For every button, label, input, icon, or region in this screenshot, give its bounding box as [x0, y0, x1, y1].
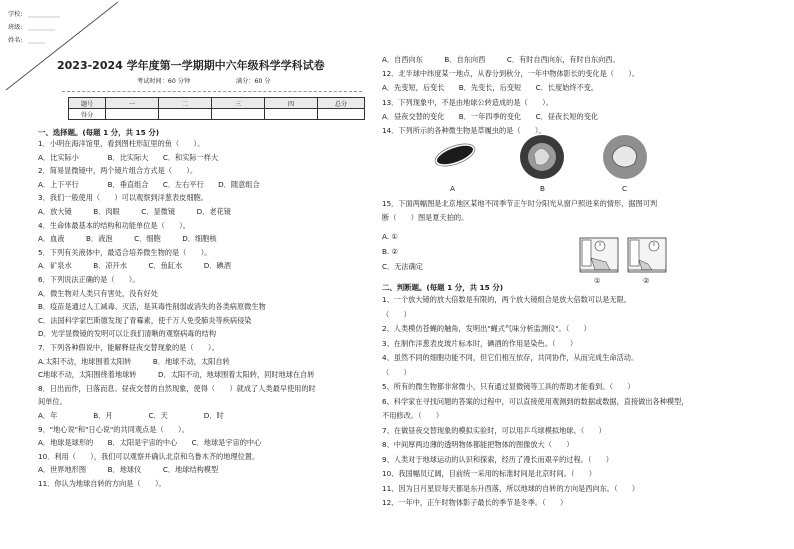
question-line: A. ① — [382, 232, 398, 241]
question-line: A．自西向东 B．自东向西 C．有时自西向东，有时自东向西。 — [382, 55, 620, 64]
microorganism-b-image — [519, 134, 565, 180]
score-cell[interactable] — [265, 109, 318, 120]
full-score: 满分：60 分 — [236, 78, 271, 85]
score-cell[interactable] — [212, 109, 265, 120]
question-line: A．微生物对人类只有害处，没有好处 — [38, 288, 158, 298]
question-line: 5．下列有关液体中，最适合培养微生物的是（ ）。 — [38, 247, 212, 257]
question-line: C．法国科学家巴斯德发现了青霉素，使千万人免受肺炎等疾病侵染 — [38, 315, 252, 325]
question-line: 5、所有的微生物都非常微小，只有通过显微镜等工具的帮助才能看到。（ ） — [382, 382, 635, 391]
question-line: 8、中间厚两边薄的透明物体都能把物体的图像放大（ ） — [382, 440, 574, 449]
question-line: 10．利用（ ），我们可以观察并确认北京和乌鲁木齐的地理位置。 — [38, 451, 260, 461]
question-line: A．上下平行 B．垂直组合 C．左右平行 D．随意组合 — [38, 179, 260, 189]
question-line: A．先变短，后变长 B．先变长，后变短 C．长度始终不变。 — [382, 83, 599, 93]
page-title: 2023-2024 学年度第一学期期中六年级科学学科试卷 — [57, 59, 325, 72]
question-line: 8．日出而作，日落而息。昼夜交替的自然现象，使得（ ）就成了人类最早使用的时 — [38, 383, 316, 393]
question-line: （ ） — [382, 309, 411, 319]
question-line: A．放大镜 B．肉眼 C．显微镜 D．老花镜 — [38, 207, 231, 216]
question-line: 9、人类对于地球运动的认识和探索，经历了漫长而艰辛的过程。（ ） — [382, 454, 613, 464]
question-line: A．比实际小 B．比实际大 C．和实际一样大 — [38, 152, 219, 162]
section1-heading: 一、选择题。(每题 1 分，共 15 分) — [38, 128, 160, 137]
question-line: （ ） — [382, 367, 411, 377]
question-line: 12．北半球中纬度某一地点，从春分到秋分，一年中物体影长的变化是（ ）。 — [382, 69, 640, 79]
question-line: A．年 B．月 C．天 D．时 — [38, 411, 224, 420]
question-line: A．世界地形图 B．地球仪 C．地球结构模型 — [38, 465, 219, 475]
micro-label-c: C — [622, 184, 628, 193]
score-header: 二 — [159, 98, 212, 109]
question-line: 3．我们一般使用（ ）可以观察到洋葱表皮细胞。 — [38, 193, 208, 203]
question-line: 10、我国幅员辽阔，目前统一采用的标准时间是北京时间。（ ） — [382, 469, 596, 478]
section2-heading: 二、判断题。(每题 1 分，共 15 分) — [382, 283, 504, 292]
micro-label-a: A — [450, 184, 455, 193]
score-cell[interactable] — [159, 109, 212, 120]
score-header: 三 — [212, 98, 265, 109]
score-table — [68, 97, 365, 120]
exam-time: 考试时间：60 分钟 — [137, 78, 191, 85]
question-line: 1．小明在海洋馆里，看到图柱形缸里的鱼（ ）。 — [38, 139, 205, 148]
micro-label-b: B — [540, 184, 545, 193]
score-header: 总分 — [318, 98, 365, 109]
question-line: D．光学显微镜的发明可以让我们清晰的观察病毒的结构 — [38, 329, 217, 339]
question-line: 间单位。 — [38, 397, 67, 407]
question-line: 不用修改。（ ） — [382, 411, 444, 420]
binding-line — [0, 0, 120, 100]
question-line: 2．简易显微镜中，两个镜片组合方式是（ ）。 — [38, 166, 198, 176]
question-line: 15．下面两幅图是北京地区某地不同季节正午时分阳光从窗户照进来的情形，据图可判 — [382, 199, 658, 208]
window-label-1: ① — [594, 276, 601, 285]
question-line: A．矿泉水 B．凉开水 C．鱼缸水 D．碘酒 — [38, 261, 231, 271]
question-line: A．地球是球形的 B．太阳是宇宙的中心 C．地球是宇宙的中心 — [38, 438, 262, 448]
question-line: 11、因为日月星辰每天都是东升西落，所以地球的自转的方向是西向东。（ ） — [382, 483, 640, 493]
score-header: 四 — [265, 98, 318, 109]
question-line: A．昼夜交替的变化 B．一年四季的变化 C．昼夜长短的变化 — [382, 111, 599, 121]
question-line: 6、科学家在寻找问题的答案的过程中，可以直接使用观测到的数据或数据，直接做出各种模型， — [382, 396, 689, 406]
window-label-2: ② — [643, 276, 650, 285]
school-label: 学校: — [8, 11, 23, 18]
question-line: A.太阳不动，地球围着太阳转 B．地球不动，太阳自转 — [38, 356, 230, 366]
microorganism-c-image — [602, 134, 648, 180]
window-diagrams — [578, 236, 670, 284]
score-cell[interactable] — [106, 109, 159, 120]
question-line: 7、在做昼夜交替现象的模拟实验时，可以用乒乓球模拟地球。（ ） — [382, 425, 606, 435]
microorganism-a-image — [430, 136, 480, 176]
name-label: 姓名: — [8, 37, 23, 44]
question-line: 7．下列各种假说中，能解释昼夜交替现象的是（ ）。 — [38, 343, 219, 352]
score-cell[interactable] — [318, 109, 365, 120]
window-diagram-2 — [628, 238, 666, 272]
question-line: B．疫苗是通过人工减毒、灭活，是其毒性削弱或消失的各类病原微生物 — [38, 302, 266, 312]
question-line: C．无法确定 — [382, 261, 423, 271]
question-line: C地球不动，太阳围绕着地球转 D．太阳不动，地球围着太阳转，同时地球在自转 — [38, 370, 315, 380]
score-row-label: 得分 — [69, 109, 106, 120]
question-line: 6．下列说法正确的是（ ）。 — [38, 275, 140, 284]
question-line: 断（ ）图是夏天拍的。 — [382, 213, 469, 223]
question-line: A．血液 B．液泡 C．细胞 D．细胞核 — [38, 234, 217, 244]
question-line: 1、一个放大镜的放大倍数是有限的，两个放大镜组合是放大倍数可以是无限。 — [382, 295, 631, 304]
question-line: B. ② — [382, 246, 398, 256]
class-label: 班级: — [8, 24, 23, 31]
question-line: 11．你认为地球自转的方向是（ ）。 — [38, 479, 166, 488]
question-line: 2、人类模仿苍蝇的触角，发明出"蝇式气味分析监测仪"。（ ） — [382, 324, 591, 333]
question-line: 14．下列所示的各种微生物是草履虫的是（ ）。 — [382, 126, 546, 135]
question-line: 4、虽然不同的细胞功能不同，但它们相互依存，共同协作，从而完成生命活动。 — [382, 353, 639, 362]
window-diagram-1 — [580, 238, 618, 272]
question-line: 12、一年中，正午时物体影子最长的季节是冬季。（ ） — [382, 498, 568, 507]
score-header: 一 — [106, 98, 159, 109]
divider — [62, 91, 362, 92]
question-line: 13．下列现象中，不是由地球公转造成的是（ ）。 — [382, 97, 553, 107]
question-line: 3、在制作洋葱表皮玻片标本时，碘酒的作用是染色。（ ） — [382, 338, 578, 348]
question-line: 4．生命体最基本的结构和功能单位是（ ）。 — [38, 220, 190, 230]
question-line: 9．"地心说"和"日心说"的共同观点是（ ）。 — [38, 424, 189, 434]
score-header: 题号 — [69, 98, 106, 109]
